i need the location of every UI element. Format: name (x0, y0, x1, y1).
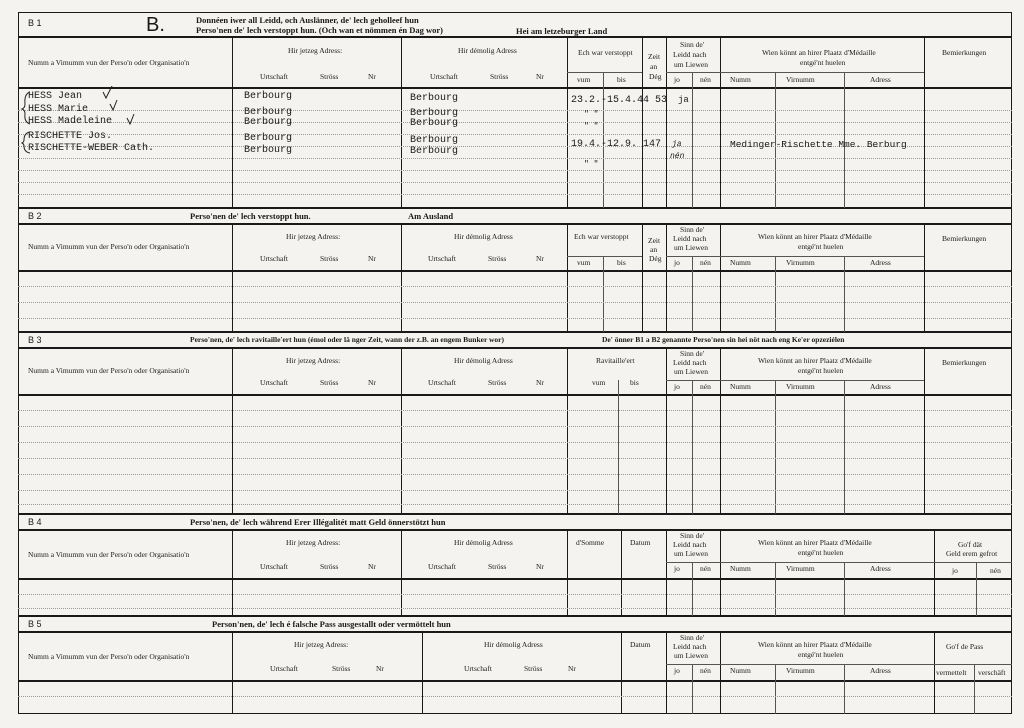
header-medal-1: Wien könnt an hirer Plaatz d'Médaille (762, 48, 876, 57)
header-time-deg: Dég (649, 72, 662, 81)
header-money-no: nén (990, 566, 1001, 575)
header-m-name: Numm (730, 666, 751, 675)
header-lived-3: um Liewen (674, 651, 708, 660)
entry-dates-2: " " (584, 110, 599, 119)
header-town-old: Urtschaft (428, 378, 456, 387)
header-lived-2: Leidd nach (673, 50, 707, 59)
header-town: Urtschaft (260, 254, 288, 263)
header-pass-arranged: vermettelt (936, 668, 967, 677)
header-pass: Go'f de Pass (946, 642, 984, 651)
header-street: Ströss (320, 562, 339, 571)
header-time: Zeit (648, 236, 661, 245)
entry-cur-4: Berbourg (244, 133, 293, 144)
entry-old-4: Berbourg (410, 135, 459, 146)
section-b5 (18, 616, 1012, 714)
section-b3 (18, 332, 1012, 514)
section-code: B 2 (28, 211, 42, 221)
header-medal-2: entgé'nt huelen (800, 58, 846, 67)
header-town: Urtschaft (260, 378, 288, 387)
section-title: Perso'nen de' lech verstoppt hun. (190, 211, 311, 221)
header-current-address: Hir jetzeg Adress: (286, 538, 341, 547)
section-code: B 4 (28, 517, 42, 527)
header-medal-2: entgé'nt huelen (798, 548, 844, 557)
header-from: vum (592, 378, 606, 387)
header-medal-2: entgé'nt huelen (798, 650, 844, 659)
header-lived-3: um Liewen (674, 60, 708, 69)
header-to: bis (630, 378, 639, 387)
header-from: vum (577, 75, 591, 84)
section-title: Perso'nen, de' lech ravitaille'ert hun (émol oder lä nger Zeit, wann der z.B. an engem Bunker wor) (190, 335, 505, 344)
header-remarks: Bemierkungen (942, 358, 987, 367)
entry-old-5: Berbourg (410, 146, 459, 157)
section-note: De' önner B1 a B2 genannte Perso'nen sin hei nöt nach eng Ke'er opzeziélen (602, 335, 845, 344)
header-yes: jo (674, 666, 680, 675)
header-street-old: Ströss (488, 562, 507, 571)
header-m-name: Numm (730, 258, 751, 267)
entry-cur-2: Berbourg (244, 107, 293, 118)
header-nr: Nr (368, 562, 376, 571)
header-nr: Nr (368, 378, 376, 387)
header-money-2: Geld erem gefrot (946, 549, 998, 558)
header-medal-1: Wien könnt an hirer Plaatz d'Médaille (758, 356, 872, 365)
header-nr-old: Nr (536, 378, 544, 387)
header-name: Numm a Vimumm vun der Perso'n oder Organisatio'n (28, 366, 190, 375)
section-location: Hei am letzeburger Land (516, 26, 608, 36)
header-name: Numm a Vimumm vun der Perso'n oder Organisatio'n (28, 550, 190, 559)
header-medal-1: Wien könnt an hirer Plaatz d'Médaille (758, 640, 872, 649)
entry-cur-1: Berbourg (244, 91, 293, 102)
header-street-old: Ströss (488, 254, 507, 263)
entry-name-3: HESS Madeleine (28, 116, 113, 127)
entry-dates-1: 23.2.-15.4.44 53 (571, 95, 668, 106)
header-town-old: Urtschaft (464, 664, 492, 673)
header-old-address: Hir démolig Adress (458, 46, 517, 55)
header-m-first: Virnumm (786, 382, 815, 391)
header-lived-3: um Liewen (674, 243, 708, 252)
header-m-first: Virnumm (786, 564, 815, 573)
handwritten-mark: B. (146, 14, 165, 36)
header-medal-1: Wien könnt an hirer Plaatz d'Médaille (758, 232, 872, 241)
header-to: bis (617, 75, 626, 84)
header-name: Numm a Vimumm vun der Perso'n oder Organisatio'n (28, 242, 190, 251)
entry-name-5: RISCHETTE-WEBER Cath. (28, 143, 155, 154)
section-location: Am Ausland (408, 211, 454, 221)
header-m-addr: Adress (870, 382, 891, 391)
entry-dates-5: " " (584, 160, 599, 169)
section-title: Person'nen, de' lech é falsche Pass ausgestallt oder vermöttelt hun (212, 619, 451, 629)
entry-old-2: Berbourg (410, 108, 459, 119)
header-m-addr: Adress (870, 258, 891, 267)
header-m-first: Virnumm (786, 666, 815, 675)
header-hidden: Ech war verstoppt (578, 48, 633, 57)
header-remarks: Bemierkungen (942, 234, 987, 243)
header-street: Ströss (320, 72, 339, 81)
subtitle-text: Perso'nen de' lech verstoppt hun. (Och wan et nömmen én Dag wor) (196, 25, 443, 35)
header-lived-1: Sinn de' (680, 531, 705, 540)
section-code: B 5 (28, 619, 42, 629)
header-hidden: Ech war verstoppt (574, 232, 629, 241)
header-time: Zeit (648, 52, 661, 61)
header-yes: jo (674, 382, 680, 391)
header-yes: jo (674, 75, 680, 84)
header-lived-3: um Liewen (674, 367, 708, 376)
header-m-addr: Adress (870, 666, 891, 675)
bracket-checkmarks (20, 86, 140, 166)
header-medal-2: entgé'nt huelen (798, 242, 844, 251)
header-remarks: Bemierkungen (942, 48, 987, 57)
entry-dates-3: " " (584, 122, 599, 131)
header-old-address: Hir démolig Adress (454, 538, 513, 547)
entry-old-1: Berbourg (410, 93, 459, 104)
header-town: Urtschaft (260, 72, 288, 81)
header-m-first: Virnumm (786, 258, 815, 267)
section-b1 (18, 12, 1012, 208)
header-name: Numm a Vimumm vun der Perso'n oder Organisatio'n (28, 58, 190, 67)
header-street: Ströss (320, 254, 339, 263)
header-time-deg: Dég (649, 254, 662, 263)
header-m-name: Numm (730, 564, 751, 573)
section-b2 (18, 208, 1012, 332)
entry-lived-1: ja (678, 95, 689, 105)
header-money-1: Go'f dät (958, 540, 983, 549)
header-m-name: Numm (730, 382, 751, 391)
entry-name-1: HESS Jean (28, 91, 83, 102)
header-no: nén (700, 258, 711, 267)
header-old-address: Hir démolig Adress (454, 232, 513, 241)
header-m-addr: Adress (870, 564, 891, 573)
header-ravitailleert: Ravitaille'ert (596, 356, 635, 365)
header-lived-1: Sinn de' (680, 633, 705, 642)
header-m-first: Virnumm (786, 75, 815, 84)
header-street-old: Ströss (524, 664, 543, 673)
header-medal-1: Wien könnt an hirer Plaatz d'Médaille (758, 538, 872, 547)
section-code: B 3 (28, 335, 42, 345)
header-town-old: Urtschaft (430, 72, 458, 81)
section-b4 (18, 514, 1012, 616)
header-lived-2: Leidd nach (673, 234, 707, 243)
header-lived-2: Leidd nach (673, 358, 707, 367)
header-lived-2: Leidd nach (673, 642, 707, 651)
header-nr: Nr (368, 254, 376, 263)
header-m-addr: Adress (870, 75, 891, 84)
header-current-address: Hir jetzeg Adress: (288, 46, 343, 55)
header-street-old: Ströss (490, 72, 509, 81)
header-medal-2: entgé'nt huelen (798, 366, 844, 375)
header-yes: jo (674, 564, 680, 573)
entry-lived-3: nén (670, 152, 685, 161)
header-old-address: Hir démolig Adress (484, 640, 543, 649)
entry-name-4: RISCHETTE Jos. (28, 131, 113, 142)
header-no: nén (700, 666, 711, 675)
header-current-address: Hir jetzeg Adress: (294, 640, 349, 649)
header-pass-provided: verschäft (978, 668, 1006, 677)
header-to: bis (617, 258, 626, 267)
header-nr-old: Nr (536, 254, 544, 263)
header-date: Datum (630, 538, 651, 547)
header-current-address: Hir jetzeg Adress: (286, 232, 341, 241)
entry-dates-4: 19.4.-12.9. 147 (571, 139, 662, 150)
header-nr-old: Nr (568, 664, 576, 673)
section-code: B 1 (28, 18, 42, 28)
section-title: Donnéen iwer all Leidd, och Auslänner, de' lech geholleef hun (196, 15, 419, 25)
header-old-address: Hir démolig Adress (454, 356, 513, 365)
header-sum: d'Somme (576, 538, 605, 547)
header-lived-3: um Liewen (674, 549, 708, 558)
header-town: Urtschaft (260, 562, 288, 571)
entry-cur-5: Berbourg (244, 145, 293, 156)
header-lived-1: Sinn de' (680, 40, 705, 49)
header-street: Ströss (332, 664, 351, 673)
header-town-old: Urtschaft (428, 562, 456, 571)
header-money-yes: jo (952, 566, 958, 575)
header-street-old: Ströss (488, 378, 507, 387)
header-no: nén (700, 382, 711, 391)
header-from: vum (577, 258, 591, 267)
header-name: Numm a Vimumm vun der Perso'n oder Organisatio'n (28, 652, 190, 661)
entry-cur-3: Berbourg (244, 117, 293, 128)
header-street: Ströss (320, 378, 339, 387)
header-nr: Nr (368, 72, 376, 81)
header-date: Datum (630, 640, 651, 649)
header-lived-1: Sinn de' (680, 349, 705, 358)
header-no: nén (700, 75, 711, 84)
entry-medal: Medinger-Rischette Mme. Berburg (730, 139, 907, 150)
entry-lived-2: ja (672, 140, 682, 149)
header-nr-old: Nr (536, 562, 544, 571)
header-town: Urtschaft (270, 664, 298, 673)
section-subtitle (196, 25, 443, 35)
header-no: nén (700, 564, 711, 573)
header-current-address: Hir jetzeg Adress: (286, 356, 341, 365)
header-nr-old: Nr (536, 72, 544, 81)
entry-old-3: Berbourg (410, 118, 459, 129)
entry-name-2: HESS Marie (28, 104, 89, 115)
header-time-an: an (650, 62, 658, 71)
header-nr: Nr (376, 664, 384, 673)
header-lived-2: Leidd nach (673, 540, 707, 549)
header-town-old: Urtschaft (428, 254, 456, 263)
header-m-name: Numm (730, 75, 751, 84)
header-time-an: an (650, 245, 658, 254)
header-yes: jo (674, 258, 680, 267)
section-title: Perso'nen, de' lech während Erer Illégalitét matt Geld önnerstötzt hun (190, 517, 446, 527)
header-lived-1: Sinn de' (680, 225, 705, 234)
